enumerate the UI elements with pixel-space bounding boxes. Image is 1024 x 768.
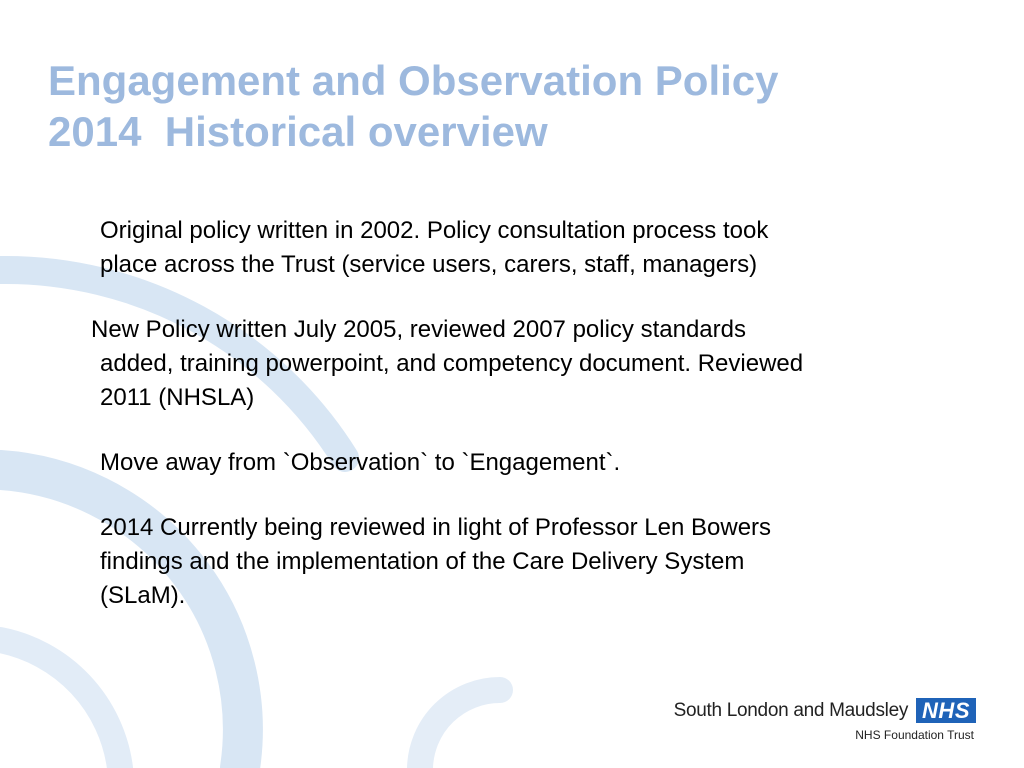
slide-title: Engagement and Observation Policy 2014 Historical overview [48, 57, 779, 155]
org-subtitle: NHS Foundation Trust [855, 728, 974, 742]
trust-logo [674, 698, 976, 742]
nhs-logo-icon: NHS [916, 698, 976, 723]
paragraph-new-policy: New Policy written July 2005, reviewed 2007 policy standards added, training powerpoint, and competency document. Reviewed 2011 (NHSLA) [91, 316, 804, 411]
paragraph-move-away: Move away from `Observation` to `Engagement`. [100, 449, 621, 476]
arc-bottom-right [420, 690, 500, 768]
arc-inner [0, 640, 120, 768]
paragraph-original-policy: Original policy written in 2002. Policy consultation process took place across the Trust (service users, carers, staff, managers) [100, 217, 769, 278]
org-name: South London and Maudsley [673, 699, 909, 721]
slide-body [91, 214, 960, 613]
paragraph-2014-review: 2014 Currently being reviewed in light of Professor Len Bowers findings and the implementation of the Care Delivery System (SLaM). [100, 514, 772, 609]
logo-row [674, 698, 976, 723]
